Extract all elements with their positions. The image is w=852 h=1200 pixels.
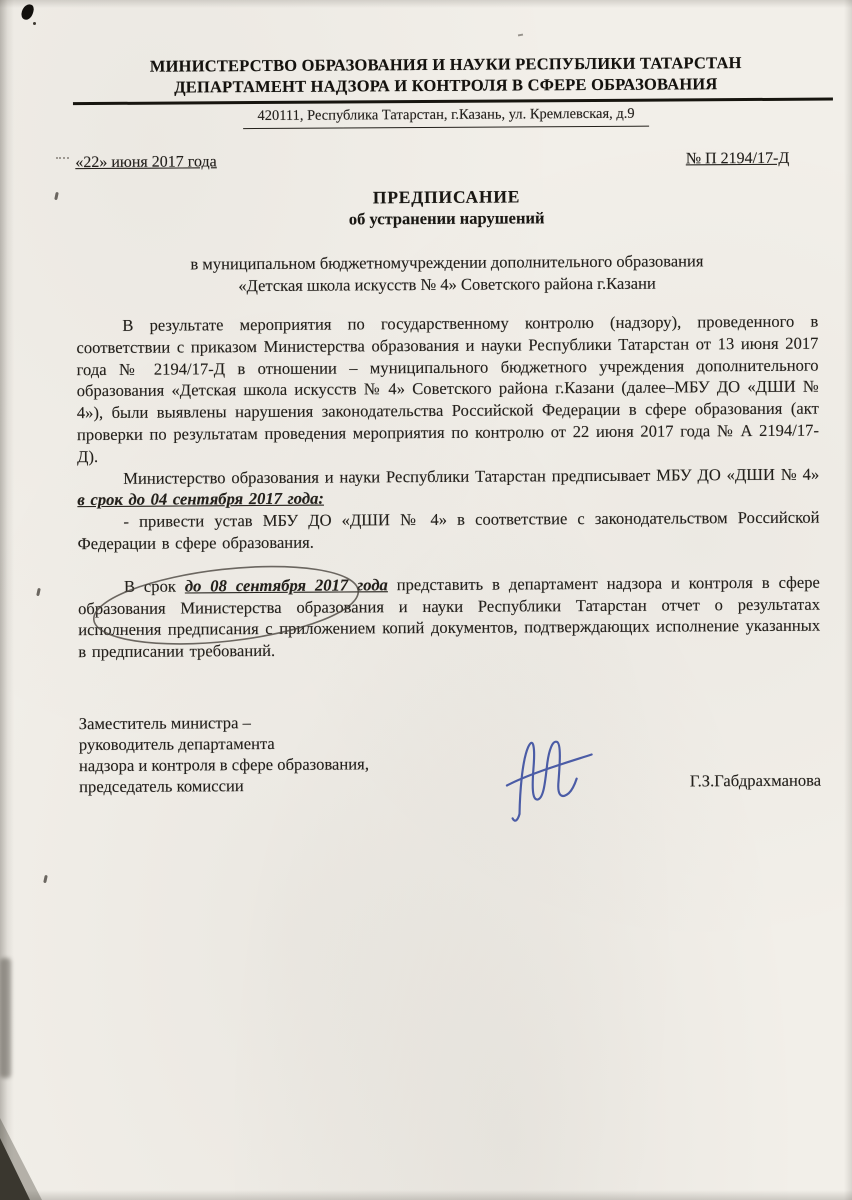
pen-circle-annotation-icon bbox=[86, 558, 367, 652]
address-text: 420111, Республика Татарстан, г.Казань, ул. Кремлевская, д.9 bbox=[243, 105, 648, 129]
title-sub: об устранении нарушений bbox=[348, 208, 545, 229]
document-number: № П 2194/17-Д bbox=[685, 149, 790, 168]
ministry-name: МИНИСТЕРСТВО ОБРАЗОВАНИЯ И НАУКИ РЕСПУБЛИКИ ТАТАРСТАН bbox=[149, 53, 742, 76]
report-text-rest: представить в департамент надзора и контроля в сфере образования Министерства образования и науки Республики Татарстан отчет о результатах исполнения предписания с приложением копий документов, подтверждающих исполнение указанных в предписании требований. bbox=[77, 572, 821, 662]
prescription-text: Министерство образования и науки Республики Татарстан предписывает МБУ ДО «ДШИ № 4» bbox=[123, 464, 820, 488]
deadline-04-september: в срок до 04 сентября 2017 года: bbox=[77, 488, 324, 510]
signer-name: Г.З.Габдрахманова bbox=[689, 770, 822, 791]
signer-title-line: надзора и контроля в сфере образования, bbox=[78, 754, 369, 776]
scan-corner-dark bbox=[0, 1138, 30, 1200]
deadline-08-september: до 08 сентября 2017 года bbox=[184, 574, 388, 596]
signature-block bbox=[79, 709, 821, 798]
department-name: ДЕПАРТАМЕНТ НАДЗОРА И КОНТРОЛЯ В СФЕРЕ ОБРАЗОВАНИЯ bbox=[174, 74, 718, 97]
paragraph-requirement: - привести устав МБУ ДО «ДШИ № 4» в соответствие с законодательством Российской Федерации в сфере образования. bbox=[77, 507, 820, 554]
handwritten-signature-icon bbox=[491, 712, 606, 837]
address-line bbox=[75, 104, 817, 131]
addressee-block bbox=[76, 250, 818, 298]
paragraph-prescription bbox=[77, 463, 819, 511]
scan-smudge bbox=[0, 958, 11, 1078]
document-date: «22» июня 2017 года bbox=[75, 153, 217, 172]
scan-dots-artifact bbox=[56, 157, 69, 159]
addressee-line2: «Детская школа искусств № 4» Советского района г.Казани bbox=[238, 273, 656, 295]
meta-row bbox=[75, 150, 817, 173]
title-main: ПРЕДПИСАНИЕ bbox=[372, 186, 521, 208]
scan-speck bbox=[33, 22, 36, 25]
document-title bbox=[75, 184, 817, 233]
addressee-line1: в муниципальном бюджетномучреждении дополнительного образования bbox=[190, 251, 704, 274]
paragraph-inspection-result: В результате мероприятия по государственному контролю (надзору), проведенного в соответствии с приказом Министерства образования и науки Республики Татарстан от 13 июня 2017 года № 2194/17-Д в отношении – муниципального бюджетного учреждения дополнительного образования «Детская школа искусств № 4» Советского района г.Казани (далее–МБУ ДО «ДШИ № 4»), были выявлены нарушения законодательства Российской Федерации в сфере образования (акт проверки по результатам проведения мероприятия по контролю от 22 июня 2017 года № А 2194/17-Д). bbox=[76, 311, 820, 466]
signer-title-line: руководитель департамента bbox=[78, 733, 275, 755]
signer-title-line: Заместитель министра – bbox=[78, 713, 251, 734]
signer-title-line: председатель комиссии bbox=[79, 776, 244, 797]
report-text-start: В срок bbox=[123, 576, 185, 596]
